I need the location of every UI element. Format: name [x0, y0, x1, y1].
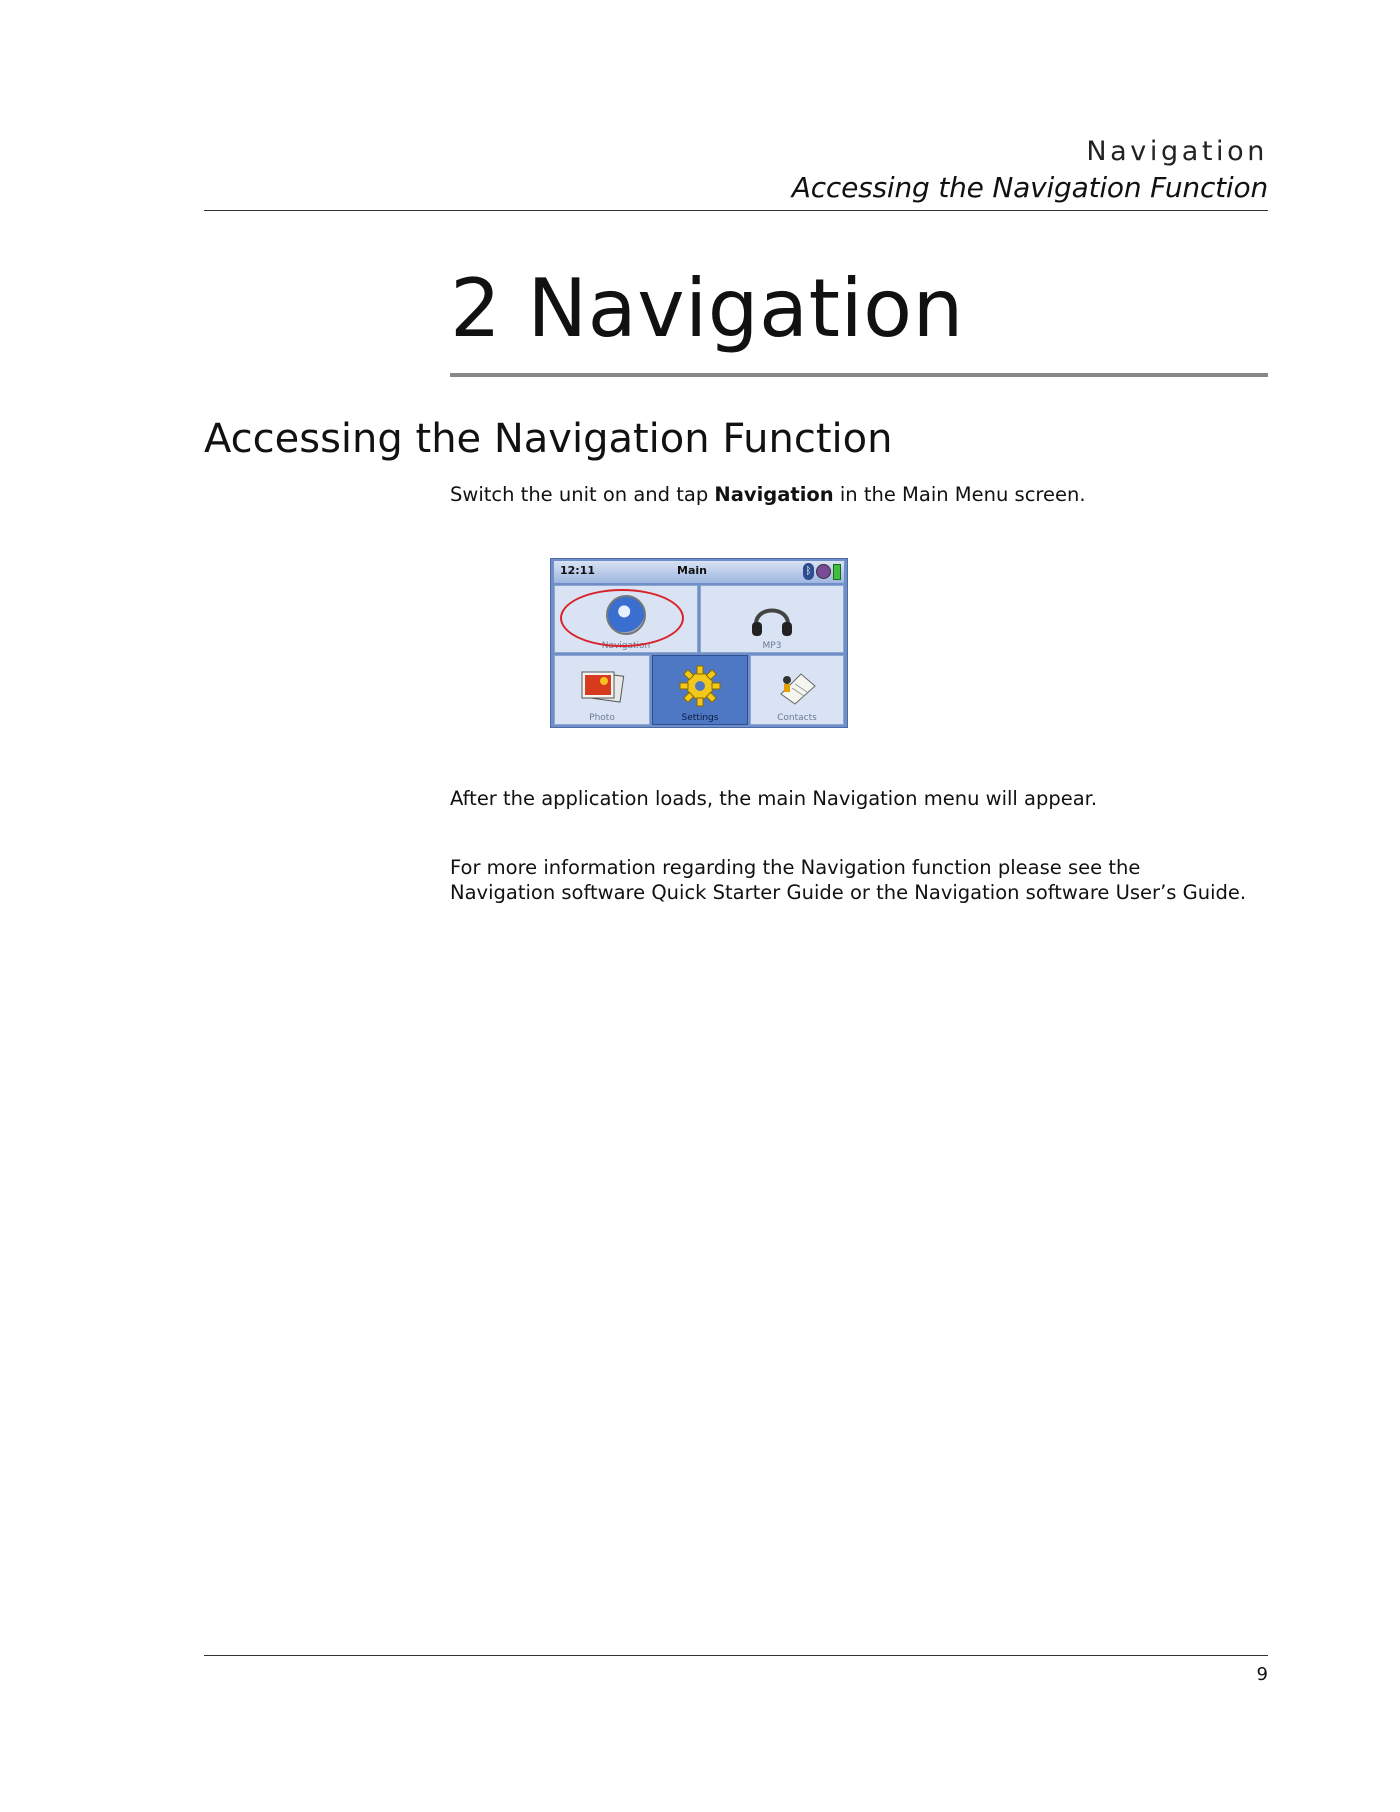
bluetooth-icon: ᛒ: [803, 563, 814, 580]
chapter-divider: [450, 373, 1268, 377]
running-header: [792, 136, 1268, 204]
tile-label-settings: Settings: [681, 713, 719, 723]
intro-text-start: Switch the unit on and tap: [450, 483, 715, 506]
after-load-paragraph: After the application loads, the main Navigation menu will appear.: [450, 787, 1098, 810]
gps-status-icon: [816, 564, 831, 579]
header-divider: [204, 210, 1268, 211]
tile-contacts: [750, 655, 844, 725]
device-main-menu-screenshot: [550, 558, 848, 728]
tile-label-mp3: MP3: [762, 641, 782, 651]
tile-mp3: [700, 585, 844, 653]
navigation-highlight-circle: [560, 589, 684, 647]
device-clock: 12:11: [560, 564, 596, 577]
section-heading: Accessing the Navigation Function: [204, 416, 893, 462]
intro-paragraph: [450, 482, 1250, 507]
page-number: 9: [1256, 1664, 1268, 1685]
device-status-bar: [554, 561, 844, 583]
device-status-icons: [803, 563, 841, 580]
headphones-icon: [748, 594, 796, 642]
tile-label-navigation: Navigation: [601, 641, 651, 651]
tile-settings: [652, 655, 748, 725]
intro-text-bold: Navigation: [714, 483, 834, 506]
device-screen-title: Main: [677, 564, 707, 577]
tile-label-contacts: Contacts: [777, 713, 817, 723]
more-info-paragraph: For more information regarding the Navigation function please see the Navigation software Quick Starter Guide or the Navigation software User’s Guide.: [450, 856, 1247, 904]
battery-icon: [833, 564, 841, 580]
footer-divider: [204, 1655, 1268, 1656]
intro-text-end: in the Main Menu screen.: [833, 483, 1086, 506]
running-header-subtitle: Accessing the Navigation Function: [791, 171, 1268, 204]
tile-label-photo: Photo: [589, 713, 615, 723]
chapter-title: 2 Navigation: [450, 262, 964, 355]
contacts-book-icon: [775, 664, 819, 708]
running-header-title: Navigation: [1086, 136, 1268, 167]
tile-photo: [554, 655, 650, 725]
gear-icon: [678, 664, 722, 708]
photo-icon: [578, 668, 626, 708]
